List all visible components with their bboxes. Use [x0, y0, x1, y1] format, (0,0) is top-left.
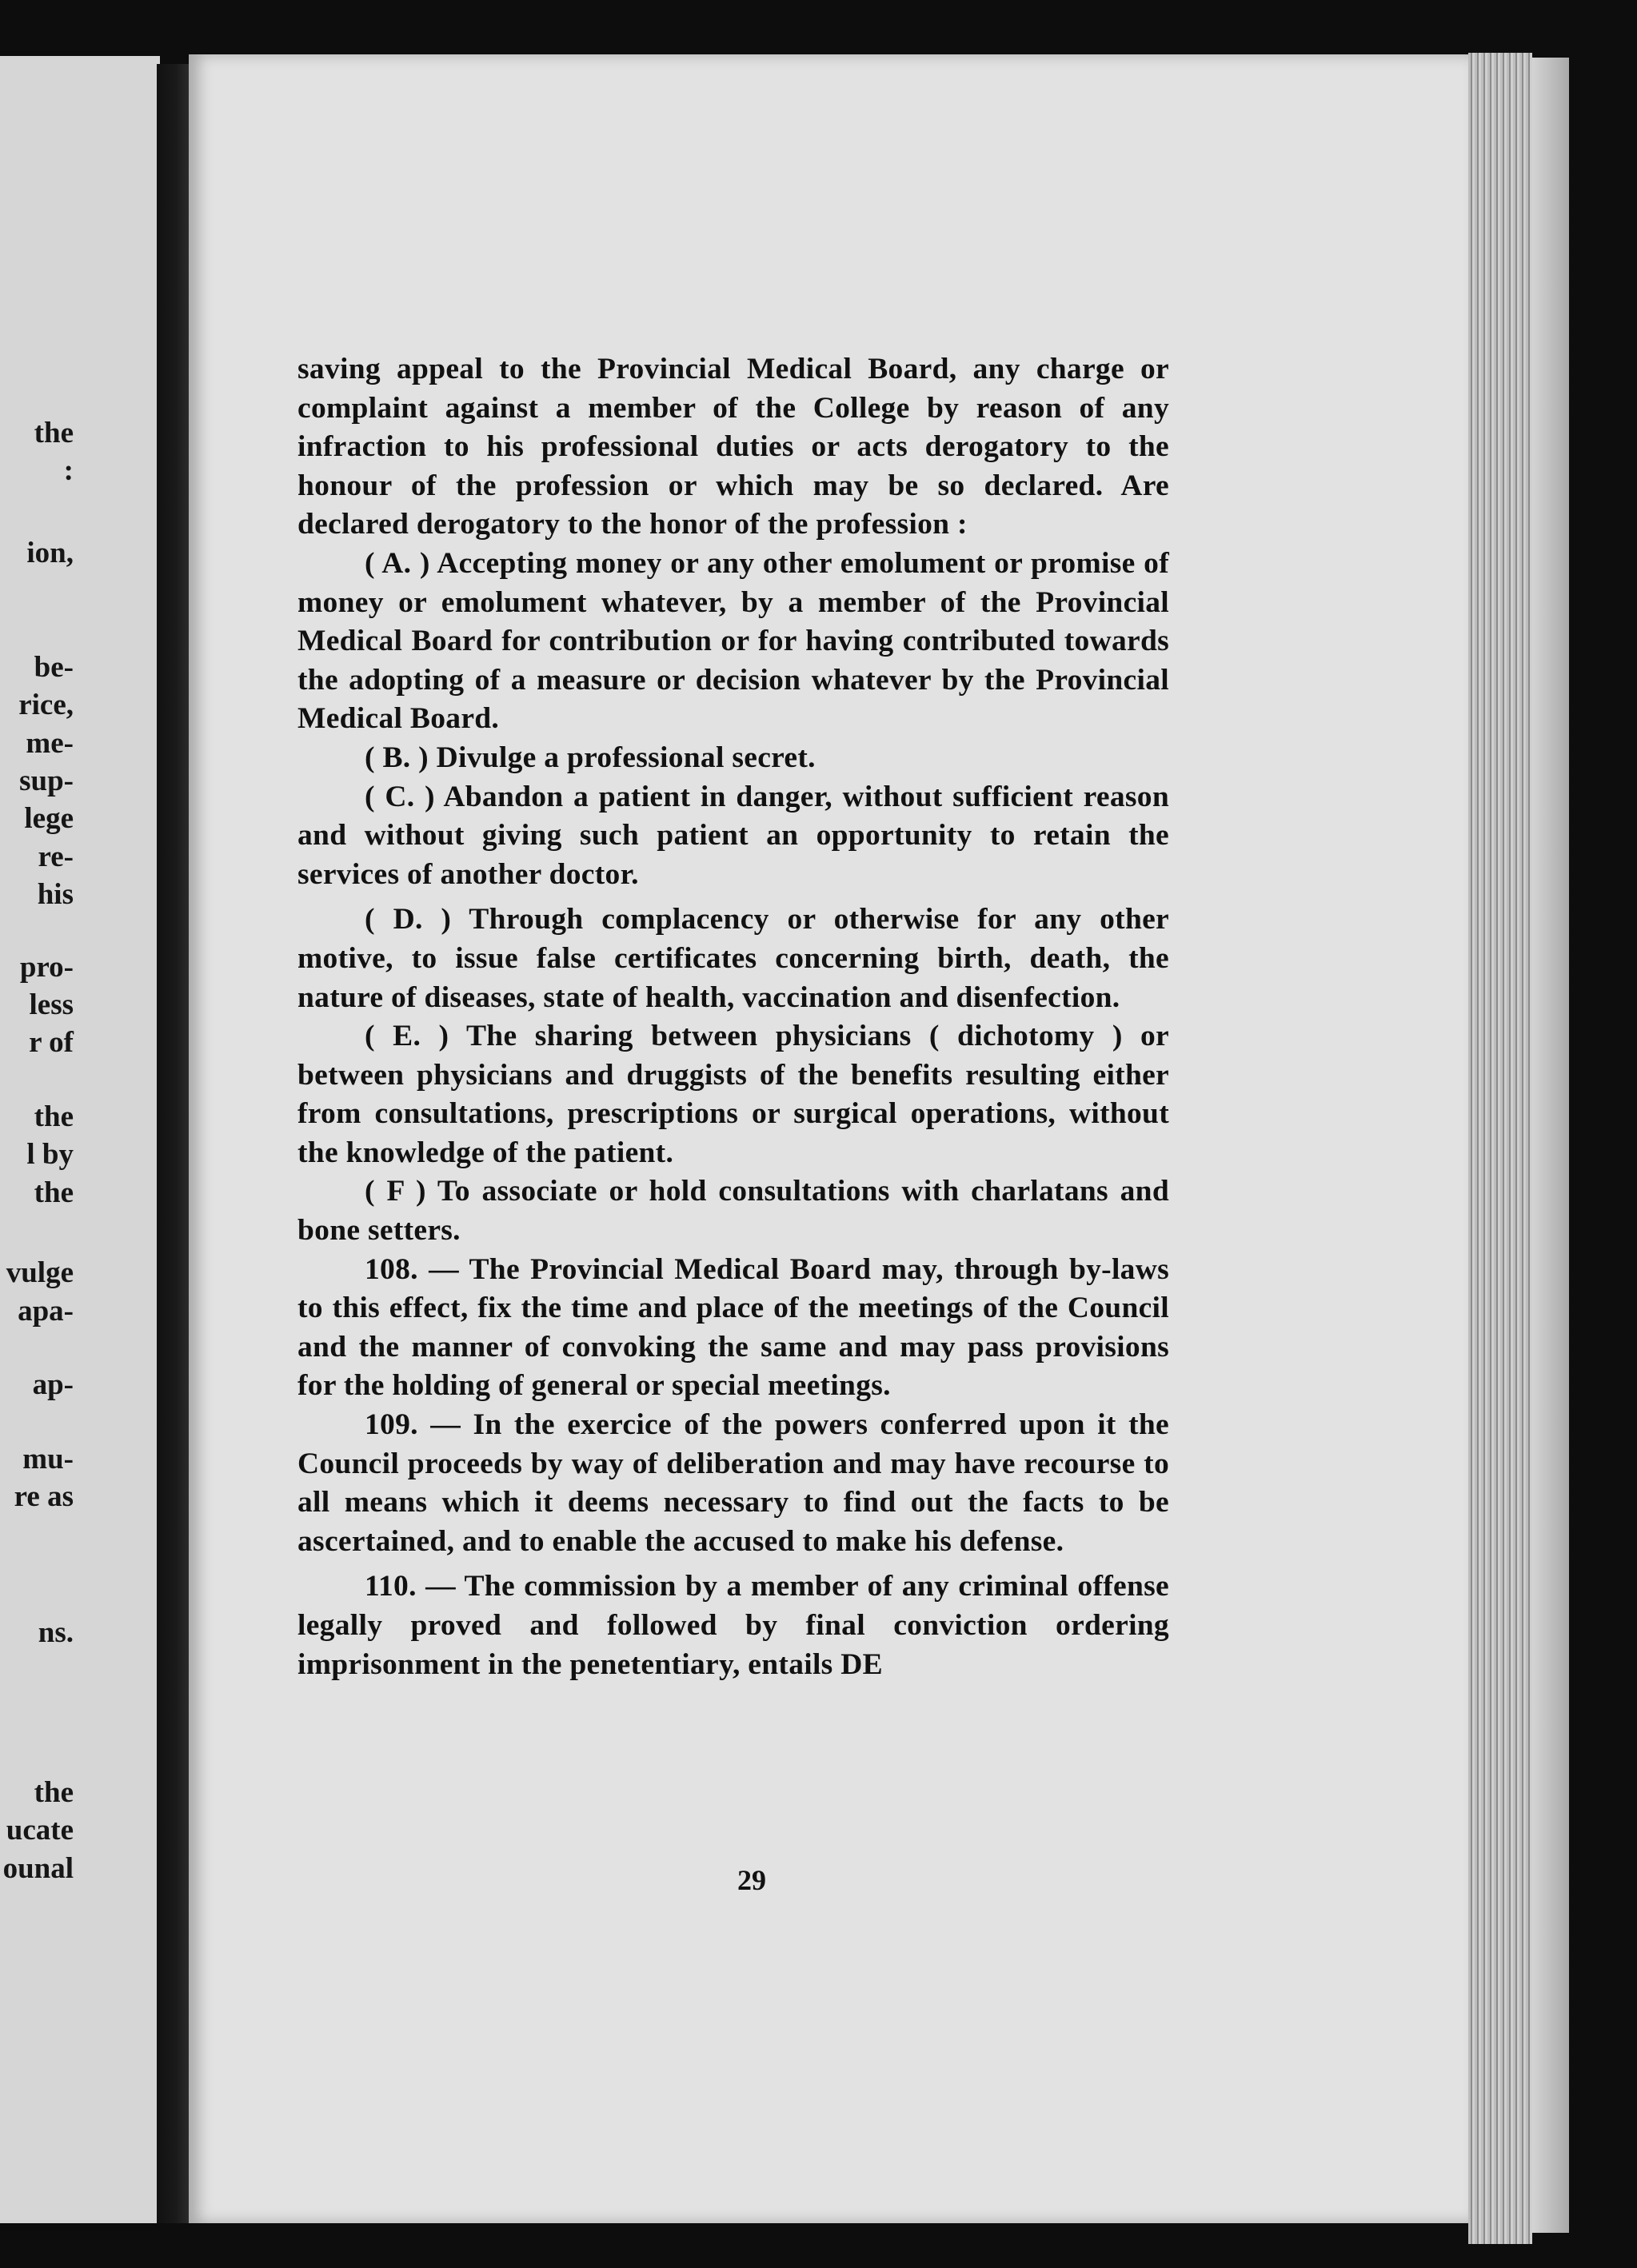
page-number: 29: [737, 1864, 766, 1896]
section-109: 109. — In the exercice of the powers conferred upon it the Council proceeds by way of deliberation and may have recourse to all means which it deems necessary to find out the facts to be ascertained, and to enable the accused to make his defense.: [297, 1408, 1169, 1558]
paragraph-d: ( D. ) Through complacency or otherwise for any other motive, to issue false certificates concerning birth, death, the nature of diseases, state of health, vaccination and disenfection.: [297, 903, 1169, 1014]
section-110: 110. — The commission by a member of any criminal offense legally proved and followed by final conviction ordering imprisonment in the penetentiary, entails DE: [297, 1570, 1169, 1681]
left-page-fragment: the: [34, 417, 74, 449]
left-page-fragment: the: [34, 1100, 74, 1133]
left-page-fragment: :: [63, 454, 74, 487]
left-page-fragment: apa-: [18, 1295, 74, 1328]
left-page-fragment: me-: [26, 727, 74, 760]
page-body-text: [297, 350, 1169, 1684]
left-page-fragment: the: [34, 1176, 74, 1209]
left-page-fragment: ucate: [6, 1814, 74, 1847]
paragraph-a: ( A. ) Accepting money or any other emolument or promise of money or emolument whatever, by a member of the Provincial Medical Board for contribution or for having contributed towards the adopting of a measure or decision whatever by the Provincial Medical Board.: [297, 546, 1169, 736]
left-page-fragment: ion,: [26, 537, 74, 569]
paragraph-c: ( C. ) Abandon a patient in danger, without sufficient reason and without giving such patient an opportunity to retain the services of another doctor.: [297, 780, 1169, 891]
left-page-fragment: ns.: [38, 1616, 74, 1649]
left-page-fragment: re-: [38, 841, 74, 873]
page-edges: [1468, 53, 1532, 2244]
left-page-fragment: sup-: [19, 765, 74, 797]
left-page-fragment: re as: [14, 1480, 74, 1513]
left-page-fragment: l by: [26, 1138, 74, 1171]
left-page-fragment: vulge: [6, 1256, 74, 1289]
left-page-fragment: mu-: [22, 1443, 74, 1475]
left-page-fragment: lege: [24, 802, 74, 835]
section-108: 108. — The Provincial Medical Board may, through by-laws to this effect, fix the time and place of the meetings of the Council and the manner of convoking the same and may pass provisions for the holding of general or special meetings.: [297, 1252, 1169, 1403]
paragraph-intro: saving appeal to the Provincial Medical Board, any charge or complaint against a member of the College by reason of any infraction to his professional duties or acts derogatory to the honour of the profession or which may be so declared. Are declared derogatory to the honor of the profession :: [297, 353, 1169, 541]
left-page-fragment: ap-: [32, 1368, 74, 1401]
left-page-fragment: less: [29, 988, 74, 1021]
paragraph-b: ( B. ) Divulge a professional secret.: [365, 741, 816, 774]
left-page-fragment: his: [37, 878, 74, 911]
left-page-fragment: r of: [29, 1026, 74, 1059]
book-gutter: [157, 64, 189, 2223]
page-edges-outer: [1532, 58, 1569, 2233]
left-page-fragment: ounal: [2, 1852, 74, 1885]
left-page-fragment: rice,: [18, 689, 74, 721]
left-page-fragment: be-: [34, 651, 74, 684]
left-page-fragment: pro-: [19, 951, 74, 984]
left-facing-page: [0, 56, 160, 2223]
left-page-fragment: the: [34, 1776, 74, 1809]
paragraph-f: ( F ) To associate or hold consultations with charlatans and bone setters.: [297, 1175, 1169, 1248]
paragraph-e: ( E. ) The sharing between physicians ( dichotomy ) or between physicians and druggists of the benefits resulting either from consultations, prescriptions or surgical operations, without the knowledge of the patient.: [297, 1020, 1169, 1169]
